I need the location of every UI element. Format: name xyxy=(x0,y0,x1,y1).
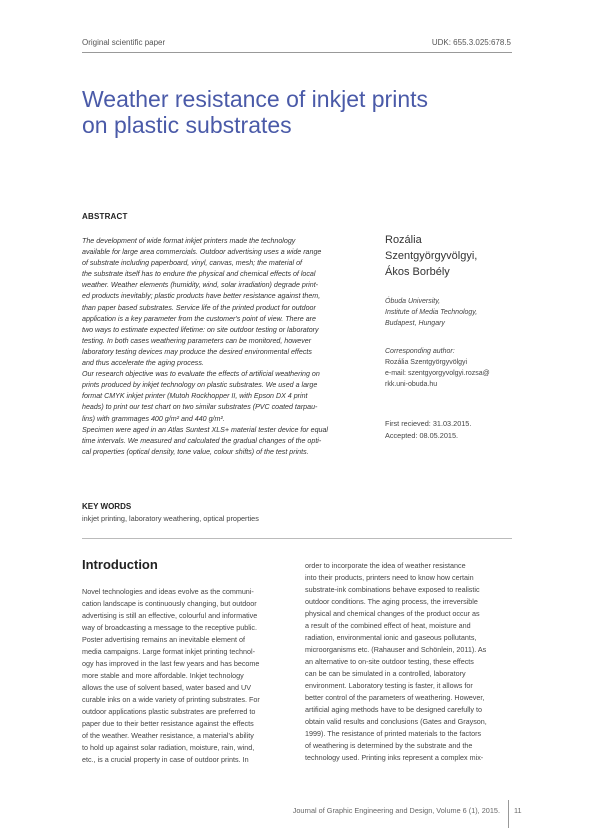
abstract-line: testing. In both cases weathering parameters can be monitored, however xyxy=(82,336,312,345)
body-line: of the weather. Weather resistance, a material's ability xyxy=(82,731,254,740)
abstract-body xyxy=(82,236,364,458)
abstract-line: the substrate itself has to endure the physical and chemical effects of local xyxy=(82,270,316,279)
keywords-heading: KEY WORDS xyxy=(82,502,132,511)
body-line: way of broadcasting a message to the receptive public. xyxy=(82,623,257,632)
author-line: Szentgyörgyvölgyi, xyxy=(385,250,478,262)
introduction-left-column xyxy=(82,586,287,766)
correspondence xyxy=(385,346,525,390)
body-line: microorganisms etc. (Rahauser and Schönlein, 2011). As xyxy=(305,645,487,654)
correspondence-label: Corresponding author: xyxy=(385,348,455,355)
author-line: Ákos Borbély xyxy=(385,266,450,278)
abstract-line: of substrate including paperboard, vinyl, canvas, mesh; the material of xyxy=(82,259,303,268)
body-line: curable inks on a wide variety of printing substrates. For xyxy=(82,695,260,704)
abstract-line: application is a key parameter from the customer's point of view. There are xyxy=(82,314,316,323)
abstract-line: two ways to estimate expected lifetime: on site outdoor testing or laboratory xyxy=(82,325,319,334)
keywords-text: inkjet printing, laboratory weathering, optical properties xyxy=(82,514,259,523)
body-line: paper due to their better resistance against the effects xyxy=(82,719,254,728)
abstract-line: The development of wide format inkjet printers made the technology xyxy=(82,237,296,245)
title-line-2: on plastic substrates xyxy=(82,112,292,138)
footer-divider xyxy=(508,800,509,828)
body-line: environment. Laboratory testing is faster, it allows for xyxy=(305,681,473,690)
header-paper-type: Original scientific paper xyxy=(82,38,166,47)
correspondence-email[interactable]: e-mail: szentgyorgyvolgyi.rozsa@ xyxy=(385,370,490,377)
abstract-line: ed products inevitably; plastic products have better resistance against them, xyxy=(82,292,321,301)
abstract-line: Specimen were aged in an Atlas Suntest XLS+ material tester device for equal xyxy=(82,425,328,434)
body-line: order to incorporate the idea of weather resistance xyxy=(305,561,466,570)
body-line: radiation, environmental ionic and gaseous pollutants, xyxy=(305,633,477,642)
body-line: Novel technologies and ideas evolve as the communi- xyxy=(82,587,254,596)
author-line: Rozália xyxy=(385,234,422,246)
section-divider xyxy=(82,538,512,539)
correspondence-email-cont[interactable]: rkk.uni-obuda.hu xyxy=(385,381,438,388)
accepted-date: Accepted: 08.05.2015. xyxy=(385,430,459,440)
body-line: 1999). The resistance of printed materials to the factors xyxy=(305,729,482,738)
abstract-line: format CMYK inkjet printer (Mutoh Rockhopper II, with Epson DX 4 print xyxy=(82,392,308,401)
body-line: etc., is a crucial property in case of outdoor prints. In xyxy=(82,755,249,764)
body-line: cation landscape is continuously changing, but outdoor xyxy=(82,599,257,608)
body-line: obtain valid results and conclusions (Gates and Grayson, xyxy=(305,717,487,726)
footer-journal: Journal of Graphic Engineering and Design, Volume 6 (1), 2015. xyxy=(292,806,500,815)
body-line: outdoor applications plastic substrates are preferred to xyxy=(82,707,256,716)
title-line-1: Weather resistance of inkjet prints xyxy=(82,86,429,112)
introduction-heading: Introduction xyxy=(82,557,158,572)
body-line: of weathering is determined by the substrate and the xyxy=(305,741,473,750)
body-line: technology used. Printing inks represent a complex mix- xyxy=(305,753,484,762)
abstract-line: heads) to print our test chart on two similar substrates (PVC coated tarpau- xyxy=(82,403,318,412)
body-line: more stable and more affordable. Inkjet technology xyxy=(82,671,244,680)
affiliation-line: Institute of Media Technology, xyxy=(385,309,478,316)
abstract-line: than paper based substrates. Service life of the printed product for outdoor xyxy=(82,303,316,312)
abstract-line: and thus accelerate the aging process. xyxy=(82,359,204,368)
abstract-line: prints produced by inkjet technology on plastic substrates. We used a large xyxy=(82,381,318,390)
body-line: an alternative to on-site outdoor testing, these effects xyxy=(305,657,474,666)
body-line: allows the use of solvent based, water based and UV xyxy=(82,683,252,692)
body-line: artificial aging methods have to be designed carefully to xyxy=(305,705,482,714)
body-line: outdoor conditions. The aging process, the irreversible xyxy=(305,597,478,606)
body-line: better control of the parameters of weathering. However, xyxy=(305,693,485,702)
received-date: First recieved: 31.03.2015. xyxy=(385,419,472,428)
authors xyxy=(385,232,525,280)
affiliation-line: Óbuda University, xyxy=(385,298,441,305)
abstract-line: time intervals. We measured and calculated the gradual changes of the opti- xyxy=(82,436,322,445)
header-divider xyxy=(82,52,512,53)
body-line: to hold up against solar radiation, moisture, rain, wind, xyxy=(82,743,255,752)
body-line: Poster advertising remains an inevitable element of xyxy=(82,635,246,644)
abstract-line: lins) with grammages 400 g/m² and 440 g/m². xyxy=(82,414,225,423)
abstract-line: available for large area commercials. Outdoor advertising uses a wide range xyxy=(82,248,322,257)
abstract-line: weather. Weather elements (humidity, wind, solar irradiation) degrade print- xyxy=(82,281,319,290)
body-line: media campaigns. Large format inkjet printing technol- xyxy=(82,647,255,656)
introduction-right-column xyxy=(305,560,510,764)
abstract-line: Our research objective was to evaluate the effects of artificial weathering on xyxy=(82,370,320,379)
body-line: can be can be simulated in a controlled, laboratory xyxy=(305,669,466,678)
affiliation xyxy=(385,296,525,329)
abstract-line: laboratory testing devices may produce the desired environmental effects xyxy=(82,347,312,356)
body-line: into their products, printers need to know how certain xyxy=(305,573,474,582)
body-line: advertising is still an effective, colourful and informative xyxy=(82,611,258,620)
body-line: a result of the combined effect of heat, moisture and xyxy=(305,621,471,630)
submission-dates xyxy=(385,418,525,441)
body-line: substrate-ink combinations behave exposed to realistic xyxy=(305,585,480,594)
abstract-heading: ABSTRACT xyxy=(82,212,128,221)
body-line: physical and chemical changes of the product occur as xyxy=(305,609,480,618)
correspondence-name: Rozália Szentgyörgyvölgyi xyxy=(385,359,468,366)
page-number: 11 xyxy=(514,806,522,815)
body-line: ogy has improved in the last few years and has become xyxy=(82,659,260,668)
abstract-line: cal properties (optical density, tone value, colour shifts) of the test prints. xyxy=(82,447,309,456)
paper-title xyxy=(82,86,502,138)
header-udk: UDK: 655.3.025:678.5 xyxy=(431,38,511,47)
affiliation-line: Budapest, Hungary xyxy=(385,320,445,327)
